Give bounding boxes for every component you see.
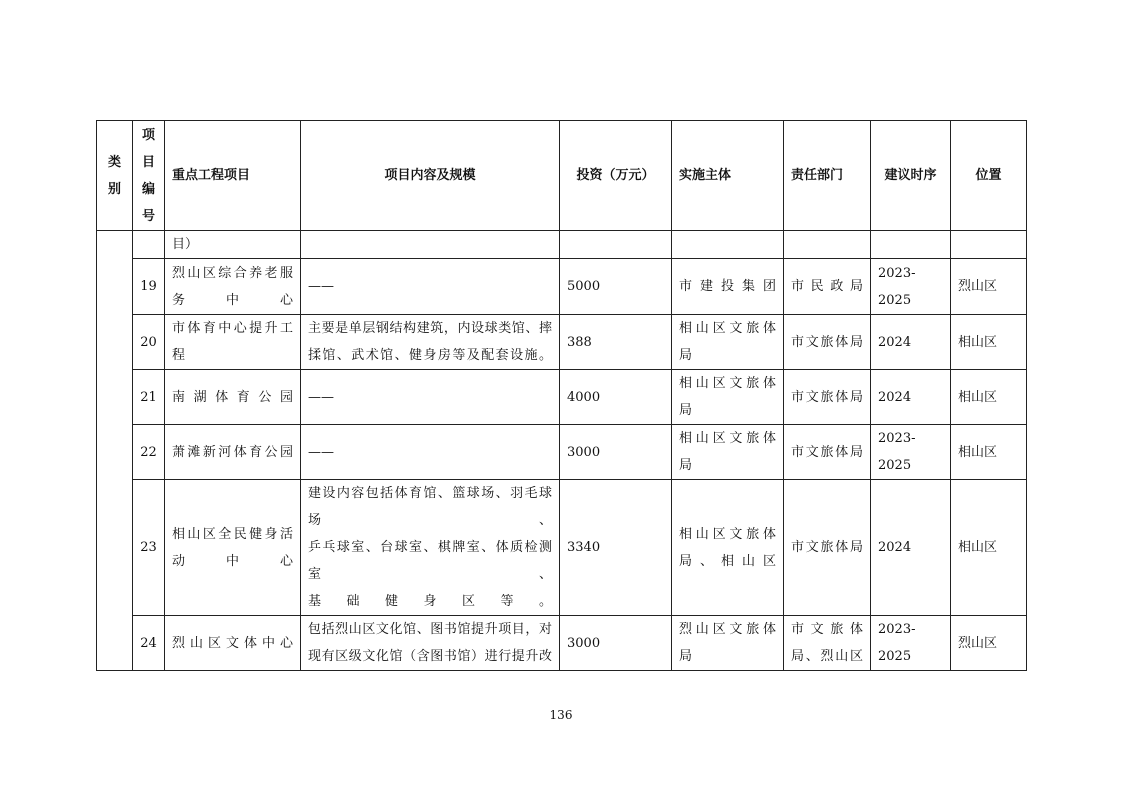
implementer-cell-line: 局 [679, 458, 693, 473]
project-content-line: —— [308, 389, 334, 405]
project-content [301, 425, 560, 480]
header-content: 项目内容及规模 [301, 121, 560, 231]
implementer-cell-line: 烈山区文旅体 [679, 622, 776, 637]
department-cell [784, 370, 871, 425]
project-content [301, 616, 560, 671]
row-number: 21 [133, 370, 165, 425]
header-investment: 投资（万元） [560, 121, 672, 231]
project-content-line: 基础健身区等。 [308, 594, 552, 609]
project-name [165, 259, 301, 315]
project-content [301, 315, 560, 370]
row-number: 20 [133, 315, 165, 370]
department-cell-line: 局、烈山区 [791, 649, 863, 664]
header-timing: 建议时序 [871, 121, 951, 231]
table-cell [871, 231, 951, 259]
timing-cell: 2024 [871, 315, 951, 370]
project-content-line: —— [308, 444, 334, 460]
project-content-line: 现有区级文化馆（含图书馆）进行提升改 [308, 649, 552, 664]
table-row [97, 315, 1027, 370]
project-content [301, 259, 560, 315]
department-cell [784, 315, 871, 370]
project-table-sheet [96, 120, 1027, 671]
header-char: 项 [141, 127, 155, 143]
header-category [97, 121, 133, 231]
timing-cell: 2024 [871, 370, 951, 425]
implementer-cell-line: 局 [679, 403, 693, 418]
project-name-line: 务中心 [172, 292, 293, 308]
location-cell: 烈山区 [951, 616, 1027, 671]
header-location: 位置 [951, 121, 1027, 231]
department-cell [784, 616, 871, 671]
timing-cell: 2024 [871, 480, 951, 616]
header-number [133, 121, 165, 231]
timing-cell: 2023-2025 [871, 425, 951, 480]
project-content-line: 乒乓球室、台球室、棋牌室、体质检测室、 [308, 540, 552, 582]
project-content-line: 主要是单层钢结构建筑，内设球类馆、摔 [308, 321, 552, 336]
investment-cell: 4000 [560, 370, 672, 425]
table-row [97, 616, 1027, 671]
implementer-cell [672, 259, 784, 315]
row-number: 23 [133, 480, 165, 616]
table-cell [133, 231, 165, 259]
department-cell-line: 市文旅体 [791, 622, 863, 637]
location-cell: 相山区 [951, 370, 1027, 425]
header-project: 重点工程项目 [165, 121, 301, 231]
project-content-line: 包括烈山区文化馆、图书馆提升项目，对 [308, 622, 552, 637]
continuation-project: 目） [165, 231, 301, 259]
header-department: 责任部门 [784, 121, 871, 231]
project-content-line: —— [308, 279, 334, 294]
table-cell [951, 231, 1027, 259]
department-cell [784, 425, 871, 480]
department-cell-line: 市文旅体局 [791, 389, 863, 405]
table-row [97, 480, 1027, 616]
project-name-line: 烈山区文体中心 [172, 635, 293, 651]
implementer-cell-line: 局 [679, 649, 693, 664]
row-number: 19 [133, 259, 165, 315]
investment-cell: 3340 [560, 480, 672, 616]
project-content [301, 480, 560, 616]
header-row [97, 121, 1027, 231]
implementer-cell-line: 市建投集团 [679, 279, 776, 294]
table-row [97, 259, 1027, 315]
project-name-line: 程 [172, 348, 186, 363]
project-name [165, 616, 301, 671]
investment-cell: 388 [560, 315, 672, 370]
implementer-cell [672, 315, 784, 370]
project-name [165, 315, 301, 370]
project-name-line: 萧滩新河体育公园 [172, 444, 293, 460]
department-cell [784, 259, 871, 315]
implementer-cell-line: 相山区文旅体 [679, 321, 776, 336]
department-cell-line: 市文旅体局 [791, 540, 863, 555]
implementer-cell-line: 相山区文旅体 [679, 431, 776, 446]
location-cell: 相山区 [951, 425, 1027, 480]
project-name [165, 370, 301, 425]
continuation-row [97, 231, 1027, 259]
department-cell-line: 市文旅体局 [791, 334, 863, 350]
department-cell [784, 480, 871, 616]
implementer-cell [672, 480, 784, 616]
table-row [97, 370, 1027, 425]
header-char: 别 [107, 181, 121, 197]
implementer-cell-line: 局、相山区 [679, 553, 776, 569]
investment-cell: 5000 [560, 259, 672, 315]
project-name [165, 425, 301, 480]
row-number: 24 [133, 616, 165, 671]
implementer-cell [672, 370, 784, 425]
header-char: 编 [141, 181, 155, 197]
implementer-cell-line: 局 [679, 348, 693, 363]
header-char: 号 [141, 208, 155, 224]
timing-cell: 2023-2025 [871, 616, 951, 671]
investment-cell: 3000 [560, 425, 672, 480]
table-cell [672, 231, 784, 259]
project-name-line: 南湖体育公园 [172, 389, 293, 405]
project-content-line: 揉馆、武术馆、健身房等及配套设施。 [308, 348, 552, 363]
table-cell [560, 231, 672, 259]
header-char: 目 [141, 154, 155, 170]
table-cell [784, 231, 871, 259]
location-cell: 相山区 [951, 480, 1027, 616]
implementer-cell [672, 425, 784, 480]
location-cell: 相山区 [951, 315, 1027, 370]
location-cell: 烈山区 [951, 259, 1027, 315]
implementer-cell-line: 相山区文旅体 [679, 526, 776, 542]
project-content-line: 建设内容包括体育馆、篮球场、羽毛球场、 [308, 486, 552, 528]
project-name-line: 相山区全民健身活 [172, 526, 293, 542]
project-table [96, 120, 1027, 671]
project-name [165, 480, 301, 616]
table-row [97, 425, 1027, 480]
timing-cell: 2023-2025 [871, 259, 951, 315]
department-cell-line: 市文旅体局 [791, 444, 863, 460]
header-char: 类 [107, 154, 121, 170]
investment-cell: 3000 [560, 616, 672, 671]
row-number: 22 [133, 425, 165, 480]
category-cell [97, 231, 133, 671]
project-name-line: 市体育中心提升工 [172, 321, 293, 336]
project-name-line: 动中心 [172, 553, 293, 569]
implementer-cell [672, 616, 784, 671]
implementer-cell-line: 相山区文旅体 [679, 376, 776, 391]
page-number: 136 [549, 708, 573, 722]
project-name-line: 烈山区综合养老服 [172, 265, 293, 281]
table-cell [301, 231, 560, 259]
department-cell-line: 市民政局 [791, 279, 863, 294]
project-content [301, 370, 560, 425]
header-implementer: 实施主体 [672, 121, 784, 231]
